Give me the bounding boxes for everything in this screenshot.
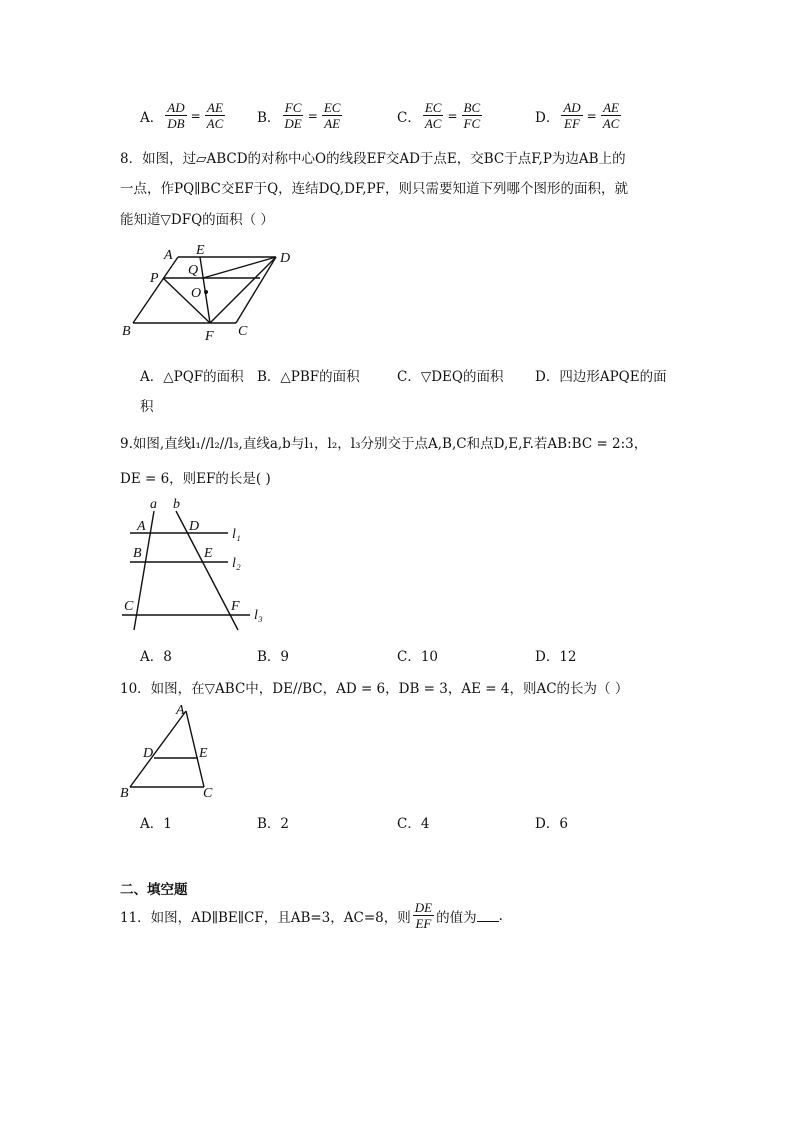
q7-option-c — [397, 100, 484, 131]
label-E: E — [204, 546, 213, 561]
label-b: b — [173, 497, 180, 512]
label-C: C — [238, 324, 248, 339]
label-A: A — [137, 519, 146, 534]
q9-option-c: C．10 — [397, 649, 439, 665]
label-A: A — [164, 248, 173, 263]
q11-end: . — [498, 907, 503, 924]
label-C: C — [203, 786, 213, 801]
option-letter: C． — [397, 109, 421, 126]
q9-text-line1: 9.如图,直线l₁//l₂//l₃,直线a,b与l₁，l₂，l₃分别交于点A,B,C和点D,E,F.若AB:BC = 2:3， — [120, 436, 648, 452]
fraction-left: $\frac{AD}{DB}$ — [167, 100, 185, 131]
section-heading: 二、填空题 — [120, 882, 188, 898]
label-Q: Q — [188, 263, 199, 278]
label-l1: l₁ — [232, 527, 241, 542]
q7-option-d — [535, 100, 623, 131]
option-letter: A． — [140, 109, 164, 126]
option-letter: D． — [535, 109, 560, 126]
label-O: O — [191, 286, 202, 301]
label-l2: l₂ — [232, 556, 241, 571]
q11-fraction: $\frac{DE}{EF}$ — [414, 900, 433, 931]
label-F: F — [231, 599, 240, 614]
q11-text — [120, 900, 503, 931]
equals-sign: = — [307, 108, 318, 123]
label-P: P — [150, 271, 159, 286]
label-E: E — [196, 243, 205, 258]
q9-option-b: B．9 — [257, 649, 290, 665]
fraction-right: $\frac{AE}{AC}$ — [206, 100, 224, 131]
fraction-left: $\frac{EC}{AC}$ — [424, 100, 442, 131]
q11-suffix: 的值为 — [436, 909, 477, 926]
equals-sign: = — [190, 108, 201, 123]
q9-parallel-lines-figure — [115, 493, 275, 633]
q10-text-line1: 10．如图，在▽ABC中，DE//BC，AD = 6，DB = 3，AE = 4，则AC的长为（ ） — [120, 681, 629, 697]
label-B: B — [133, 546, 142, 561]
fraction-left: $\frac{FC}{DE}$ — [284, 100, 302, 131]
q8-text-line1: 8．如图，过▱ABCD的对称中心O的线段EF交AD于点E，交BC于点F,P为边AB上的 — [120, 151, 626, 167]
q10-option-d: D．6 — [535, 816, 568, 832]
fraction-right: $\frac{EC}{AE}$ — [323, 100, 341, 131]
fraction-right: $\frac{AE}{AC}$ — [602, 100, 620, 131]
label-a: a — [150, 497, 157, 512]
label-F: F — [205, 329, 214, 344]
label-l3: l₃ — [254, 608, 263, 623]
q9-option-d: D．12 — [535, 649, 577, 665]
label-C: C — [124, 599, 134, 614]
label-D: D — [280, 251, 291, 266]
label-B: B — [122, 324, 131, 339]
label-D: D — [143, 746, 154, 761]
q8-parallelogram-figure — [115, 238, 315, 348]
fraction-left: $\frac{AD}{EF}$ — [563, 100, 581, 131]
q11-prefix: 11．如图，AD∥BE∥CF，且AB=3，AC=8，则 — [120, 909, 411, 926]
q8-option-a: A．△PQF的面积 — [140, 369, 244, 385]
q10-option-a: A．1 — [140, 816, 172, 832]
equals-sign: = — [447, 108, 458, 123]
q9-option-a: A．8 — [140, 649, 172, 665]
label-D: D — [189, 519, 200, 534]
option-letter: B． — [257, 109, 281, 126]
answer-blank[interactable] — [477, 909, 499, 922]
q10-triangle-figure — [115, 700, 225, 804]
equals-sign: = — [586, 108, 597, 123]
q8-text-line2: 一点，作PQ∥BC交EF于Q，连结DQ,DF,PF，则只需要知道下列哪个图形的面积，就 — [120, 181, 629, 197]
q7-option-b — [257, 100, 344, 131]
q10-option-b: B．2 — [257, 816, 290, 832]
q8-option-b: B．△PBF的面积 — [257, 369, 360, 385]
label-A: A — [176, 703, 185, 718]
q8-option-d-wrap: 积 — [140, 399, 154, 415]
q8-text-line3: 能知道▽DFQ的面积（ ） — [120, 212, 274, 228]
label-E: E — [199, 746, 208, 761]
q10-option-c: C．4 — [397, 816, 430, 832]
q8-option-c: C．▽DEQ的面积 — [397, 369, 504, 385]
label-B: B — [120, 786, 129, 801]
q9-text-line2: DE = 6，则EF的长是( ) — [120, 471, 271, 487]
q7-option-a — [140, 100, 227, 131]
q8-option-d: D．四边形APQE的面 — [535, 369, 667, 385]
fraction-right: $\frac{BC}{FC}$ — [463, 100, 481, 131]
